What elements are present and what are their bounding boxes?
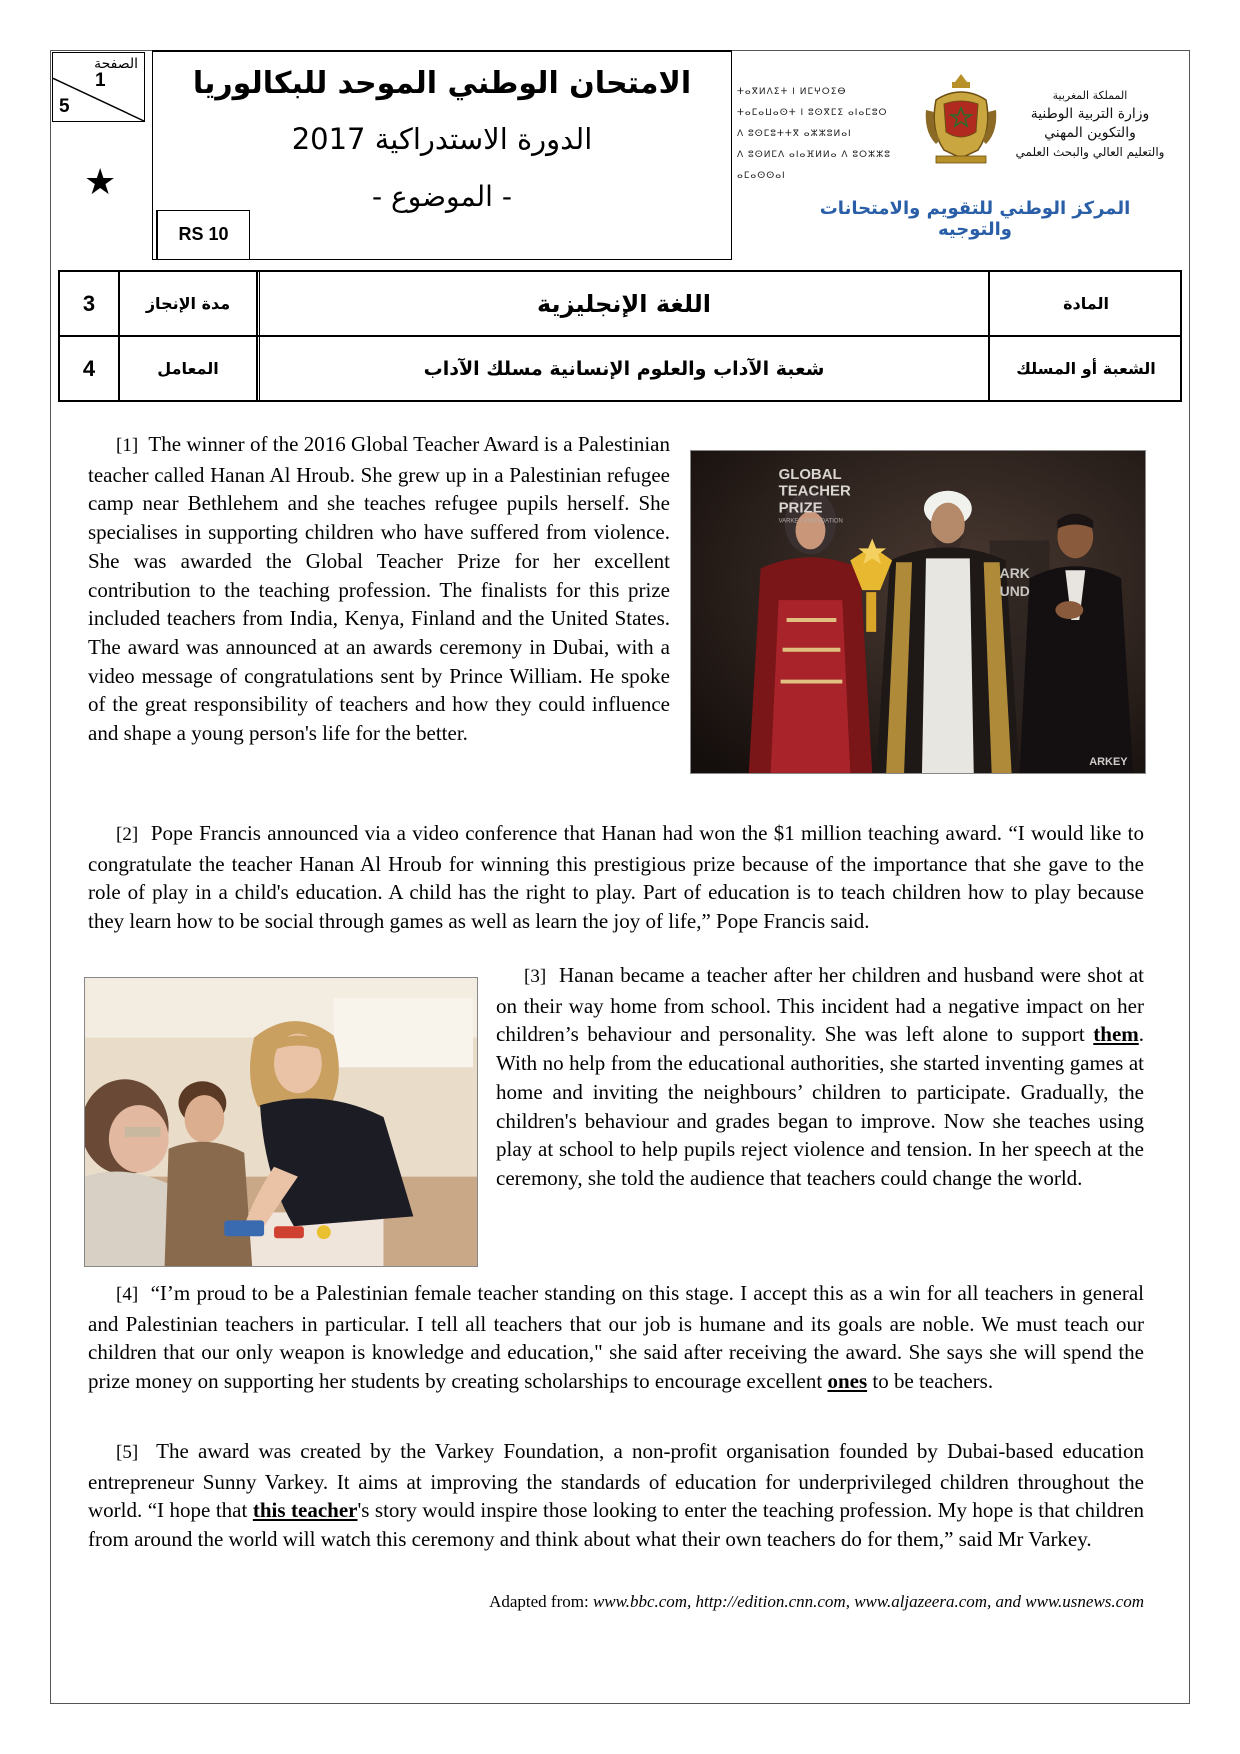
banner-line: GLOBAL (778, 465, 842, 483)
banner-line: PRIZE (778, 499, 823, 517)
subject-name: اللغة الإنجليزية (537, 289, 711, 318)
exam-code: RS 10 (156, 210, 250, 260)
tifinagh-block (737, 82, 937, 187)
duration-value: 3 (82, 290, 96, 316)
paragraph-text: Hanan became a teacher after her children and husband were shot at on their way home from school. This incident had a negative impact on her children’s behaviour and personality. She was left alone to support (496, 963, 1145, 1047)
source-label: Adapted from: (489, 1592, 589, 1611)
exam-session: الدورة الاستدراكية 2017 (291, 122, 593, 156)
reference-word: this teacher (252, 1498, 358, 1523)
source-sites: www.bbc.com, http://edition.cnn.com, www.aljazeera.com, and www.usnews.com (592, 1592, 1144, 1611)
coefficient-value: 4 (82, 355, 96, 381)
duration-label: مدة الإنجاز (145, 294, 231, 313)
paragraph-text: The winner of the 2016 Global Teacher Award is a Palestinian teacher called Hanan Al Hroub. She grew up in a Palestinian refugee camp near Bethlehem and she teaches refugee pupils herself. She specialises in supporting children who have suffered from violence. She was awarded the Global Teacher Prize for her excellent contribution to the teaching profession. The finalists for this prize included teachers from India, Kenya, Finland and the United States. The award was announced at an awards ceremony in Dubai, with a video message of congratulations sent by Prince William. He spoke of the great responsibility of teachers and how they could influence and shape a young person's life for the better. (88, 432, 670, 746)
assessment-center-name: المركز الوطني للتقويم والامتحانات والتوجيه (819, 198, 1131, 240)
exam-info-table (58, 270, 1182, 402)
exam-subject-label: - الموضوع - (372, 180, 512, 213)
award-ceremony-photo (690, 450, 1146, 774)
paragraph-1 (88, 430, 670, 748)
banner-side-text: ARK (999, 565, 1030, 582)
paragraph-text: 's story would inspire those looking to enter the teaching profession. My hope is that children from around the world will watch this ceremony and think about what their own teachers do for them,” said Mr Varkey. (88, 1498, 1145, 1552)
source-citation (88, 1592, 1144, 1612)
page-label: الصفحة (94, 56, 138, 72)
subject-row-label: المادة (1063, 294, 1109, 313)
coefficient-label: المعامل (157, 359, 219, 378)
ministry-line: وزارة التربية الوطنية (1030, 106, 1150, 122)
kingdom-emblem-icon (922, 70, 1000, 166)
ministry-name (1000, 86, 1180, 162)
paragraph-4 (88, 1279, 1144, 1396)
tifinagh-line: ⴷ ⵓⵙⵍⵎⴷ ⴰⵏⴰⴼⵍⵍⴰ ⴷ ⵓⵔⵣⵣⵓ ⴰⵎⴰⵙⵙⴰⵏ (737, 150, 891, 181)
banner-sub: VARKEY FOUNDATION (778, 518, 843, 525)
page-total: 5 (59, 96, 70, 117)
exam-title: الامتحان الوطني الموحد للبكالوريا (192, 66, 692, 101)
ministry-line: المملكة المغربية (1052, 89, 1128, 102)
paragraph-text: . With no help from the educational authorities, she started inventing games at home and inviting the neighbours’ children to participate. Gradually, the children's behaviour and grades began to improve. Now she teaches using play at school to help pupils reject violence and tension. In her speech at the ceremony, she told the audience that teachers could change the world. (496, 1022, 1145, 1190)
tifinagh-line: ⵜⴰⴳⵍⴷⵉⵜ ⵏ ⵍⵎⵖⵔⵉⴱ (737, 87, 847, 97)
paragraph-number: [3] (524, 966, 547, 987)
paragraph-5 (88, 1437, 1144, 1554)
ministry-line: والتكوين المهني (1044, 125, 1136, 141)
paragraph-text: “I’m proud to be a Palestinian female teacher standing on this stage. I accept this as a win for all teachers in general and Palestinian teachers in particular. I tell all teachers that our job is humane and its goals are noble. We must teach our children that our only weapon is knowledge and education," she said after receiving the award. She says she will spend the prize money on supporting her students by creating scholarships to encourage excellent (88, 1281, 1145, 1394)
paragraph-text: The award was created by the Varkey Foundation, a non-profit organisation founded by Dubai-based education entrepreneur Sunny Varkey. It aims at improving the standards of education for underprivileged children throughout the world. “I hope that (88, 1439, 1145, 1523)
ministry-line: والتعليم العالي والبحث العلمي (1015, 145, 1165, 159)
paragraph-text: to be teachers. (872, 1369, 994, 1394)
tifinagh-line: ⵜⴰⵎⴰⵡⴰⵙⵜ ⵏ ⵓⵙⴳⵎⵉ ⴰⵏⴰⵎⵓⵔ (737, 108, 888, 118)
tifinagh-line: ⴷ ⵓⵙⵎⵓⵜⵜⴳ ⴰⵣⵣⵓⵍⴰⵏ (737, 129, 852, 139)
branch-row-label: الشعبة أو المسلك (1016, 359, 1156, 378)
award-ceremony-illustration (691, 451, 1145, 773)
banner-side-text: UND (999, 583, 1030, 600)
reference-word: them (1093, 1022, 1139, 1047)
paragraph-2 (88, 819, 1144, 936)
paragraph-3 (496, 961, 1144, 1193)
paragraph-text: Pope Francis announced via a video conference that Hanan had won the $1 million teaching award. “I would like to congratulate the teacher Hanan Al Hroub for winning this prestigious prize because of the importance that she gave to the role of play in a child's education. A child has the right to play. Part of education is to teach children how to play because they learn how to be social through games as well as learn the joy of life,” Pope Francis said. (88, 821, 1145, 934)
reference-word: ones (827, 1369, 868, 1394)
banner-line: TEACHER (778, 482, 851, 500)
paragraph-number: [1] (116, 435, 139, 456)
branch-name: شعبة الآداب والعلوم الإنسانية مسلك الآداب (423, 357, 825, 380)
page-number: 1 (95, 70, 106, 91)
paragraph-number: [4] (116, 1284, 139, 1305)
paragraph-number: [5] (116, 1442, 139, 1463)
banner-bottom-text: ARKEY (1089, 756, 1128, 769)
page-number-box (52, 52, 145, 122)
star-icon: ★ (84, 162, 117, 203)
classroom-photo (84, 977, 478, 1267)
paragraph-number: [2] (116, 824, 139, 845)
classroom-illustration (85, 978, 477, 1266)
